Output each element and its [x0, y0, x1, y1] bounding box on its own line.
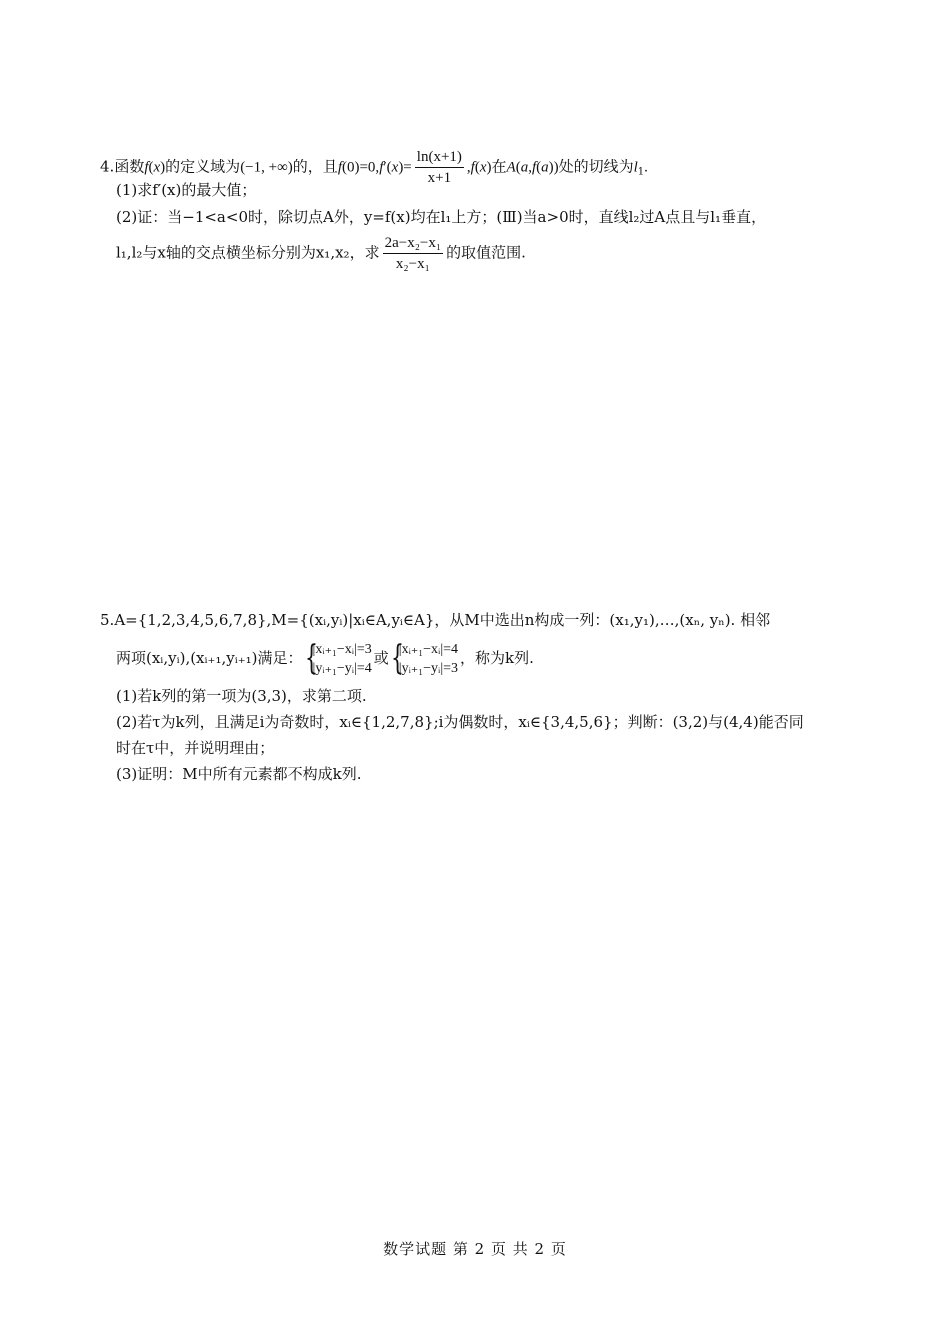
q5-number: 5.: [100, 611, 115, 629]
q4-number: 4.: [100, 157, 115, 176]
q4-part2: (2)证：当−1<a<0时，除切点A外，y=f(x)均在l₁上方；(Ⅲ)当a>0时，直线l₂过A点且与l₁垂直，: [116, 208, 767, 226]
page-footer: 数学试题 第 2 页 共 2 页: [383, 1240, 567, 1258]
q5-part3: (3)证明：M中所有元素都不构成k列.: [116, 765, 362, 783]
q5-system-2: { |xᵢ₊₁−xᵢ|=4 |yᵢ₊₁−yᵢ|=3: [390, 638, 459, 678]
q4-fraction: $\frac{\ln(x+1)}{x+1}$: [416, 149, 462, 186]
q4-stem: 4.函数f(x)的定义域为(−1, +∞)的，且f(0)=0,f′(x)= $\frac{\ln(x+1)}{x+1}$ ,f(x)在A(a,f(a))处的切线为$l_1$.: [100, 149, 648, 186]
q5-system-1: { |xᵢ₊₁−xᵢ|=3 |yᵢ₊₁−yᵢ|=4: [304, 638, 372, 678]
q5-line1: 5.A={1,2,3,4,5,6,7,8},M={(xᵢ,yᵢ)|xᵢ∈A,yᵢ∈A}，从M中选出n构成一列：(x₁,y₁),…,(xₙ, yₙ). 相邻: [100, 611, 771, 629]
q4-part3: l₁,l₂与x轴的交点横坐标分别为x₁,x₂，求 $\frac{\text{2a−x₂−x₁}}{\text{x₂−x₁}}$ 的取值范围.: [116, 235, 526, 272]
q5-line2: 两项(xᵢ,yᵢ),(xᵢ₊₁,yᵢ₊₁)满足： { |xᵢ₊₁−xᵢ|=3 |yᵢ₊₁−yᵢ|=4 或 { |xᵢ₊₁−xᵢ|=4 |yᵢ₊₁−yᵢ|=3 ，称为k列.: [116, 638, 534, 678]
q5-part2-a: (2)若τ为k列，且满足i为奇数时，xᵢ∈{1,2,7,8};i为偶数时，xᵢ∈{3,4,5,6}；判断：(3,2)与(4,4)能否同: [116, 713, 804, 731]
q4-part1: (1)求f′(x)的最大值；: [116, 181, 257, 199]
q5-part2-b: 时在τ中，并说明理由；: [116, 739, 275, 757]
q4-fraction-2: $\frac{\text{2a−x₂−x₁}}{\text{x₂−x₁}}$: [384, 235, 442, 272]
q5-part1: (1)若k列的第一项为(3,3)，求第二项.: [116, 687, 367, 705]
